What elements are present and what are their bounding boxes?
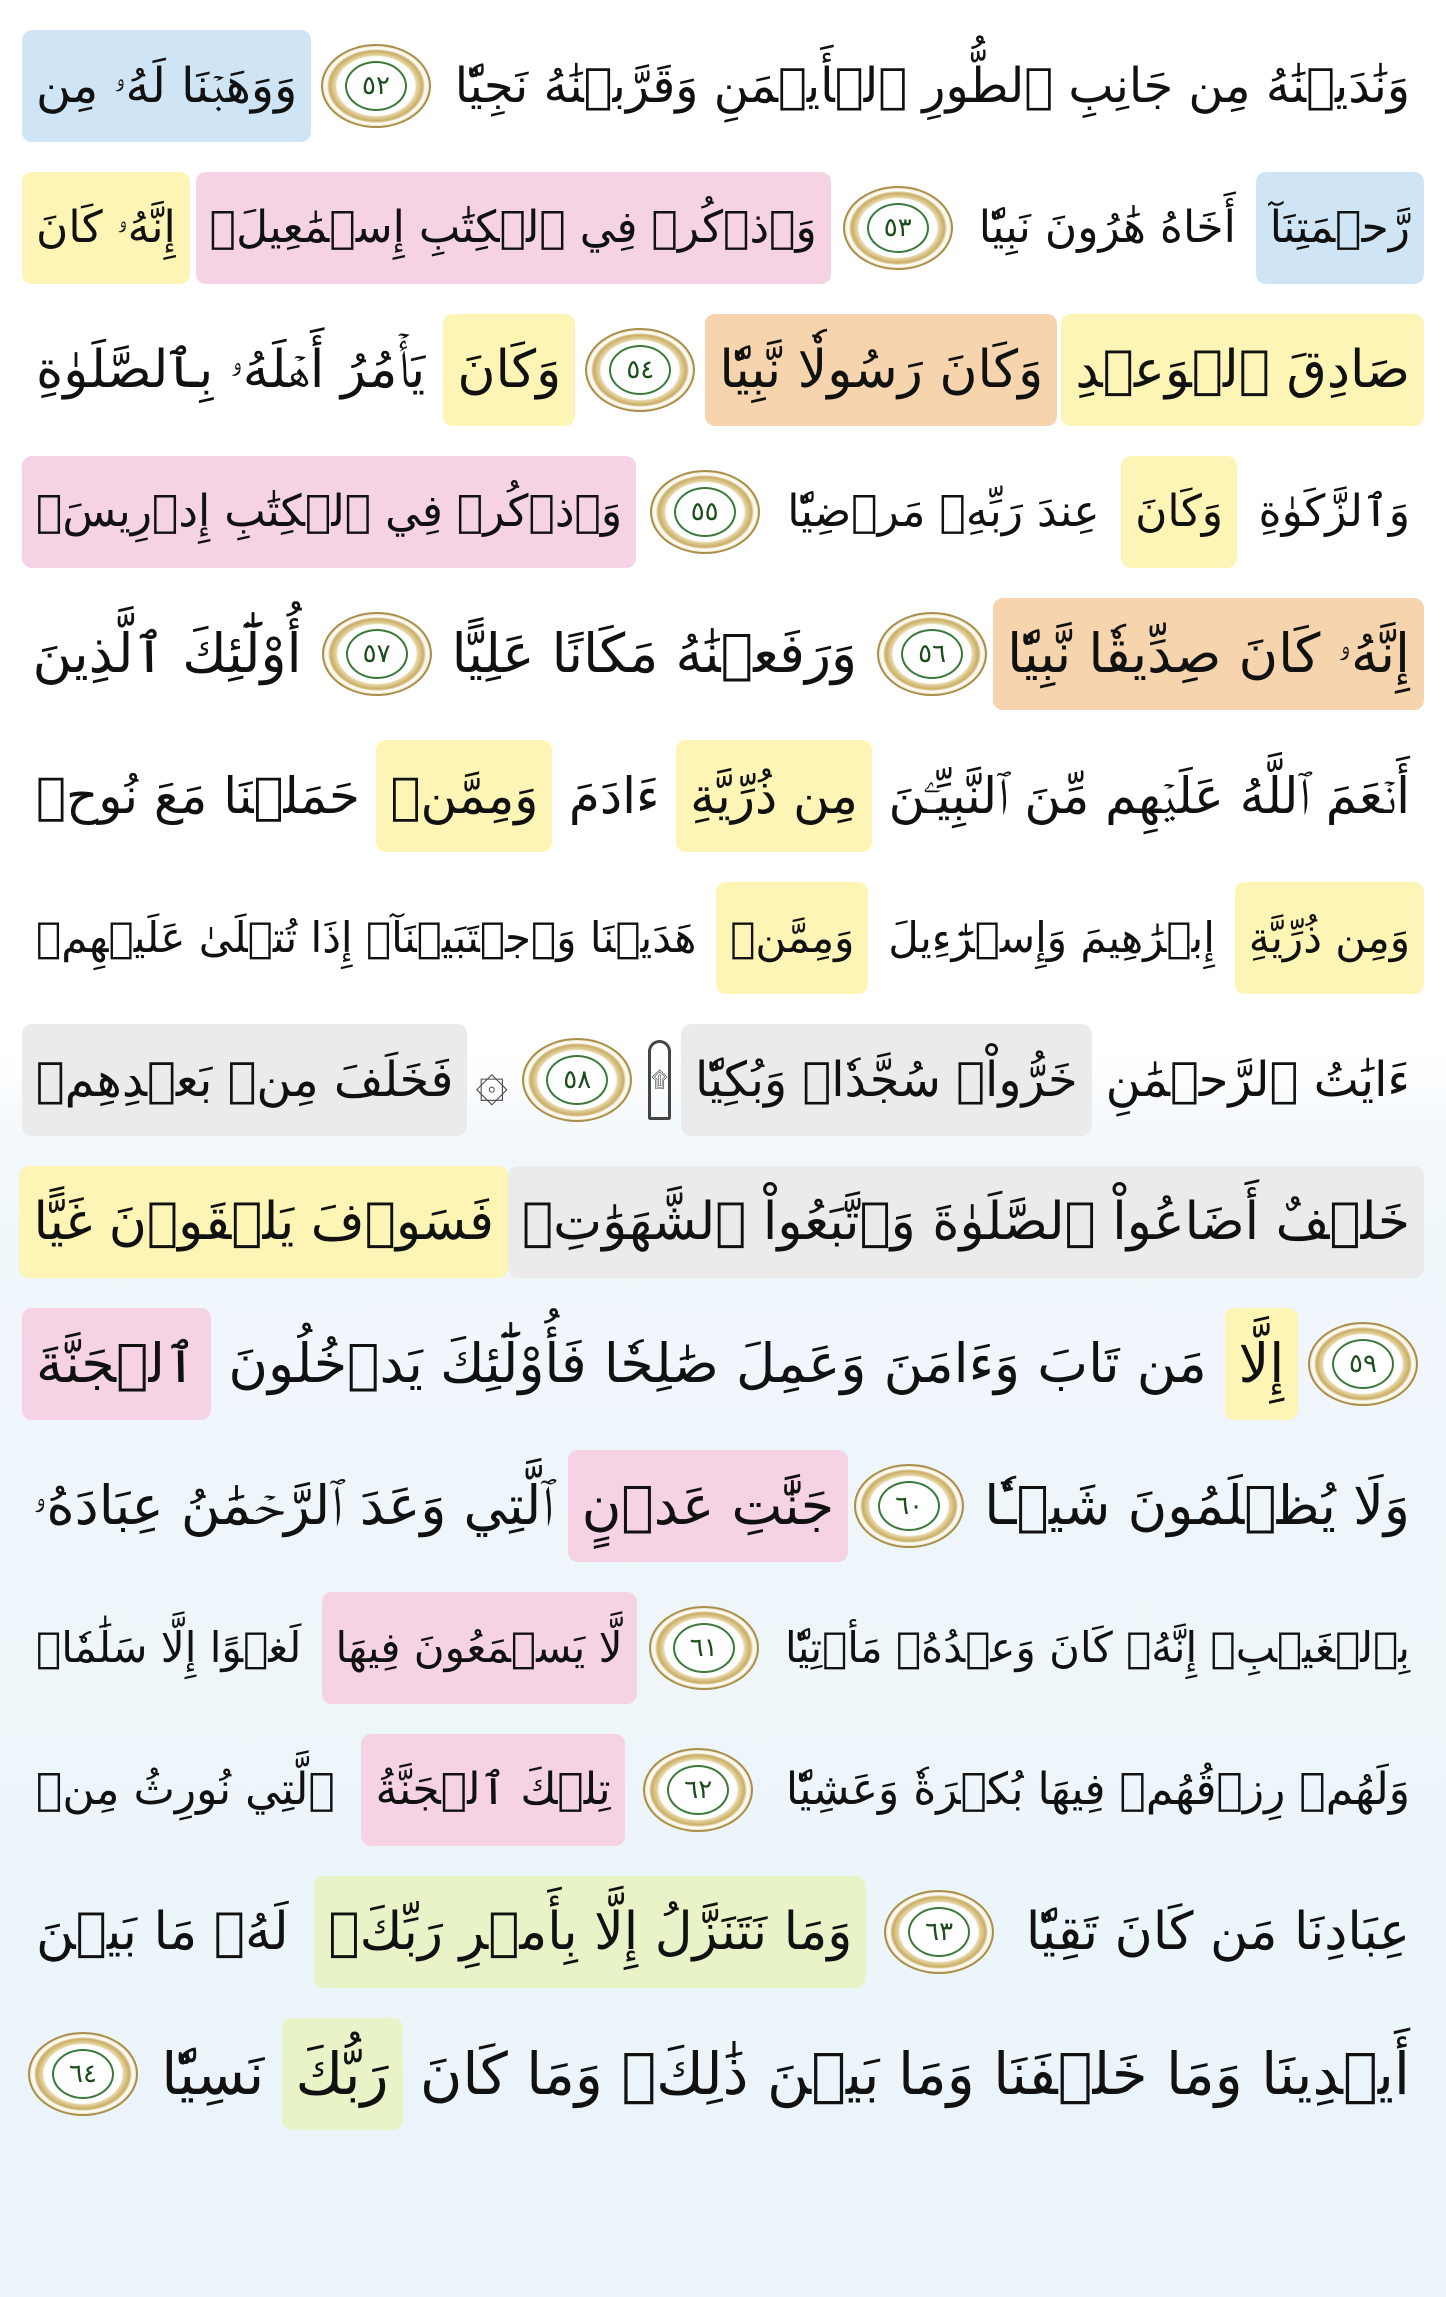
verse-text: لَغۡوًا إِلَّا سَلَٰمٗاۖ [36,1623,302,1672]
verse-text: ٱلَّتِي وَعَدَ ٱلرَّحۡمَٰنُ عِبَادَهُۥ [32,1474,554,1537]
ayah-number: ٥٤ [609,345,671,395]
ayah-number: ٥٣ [867,203,929,253]
highlighted-phrase: إِنَّهُۥ كَانَ [22,172,190,284]
highlighted-phrase: إِنَّهُۥ كَانَ صِدِّيقٗا نَّبِيّٗا [993,598,1424,710]
verse-line [16,872,1430,1004]
verse-line [16,304,1430,436]
highlighted-phrase: مِن ذُرِّيَّةِ [676,740,872,852]
verse-text: ٱلَّتِي نُورِثُ مِنۡ [36,1764,335,1815]
highlighted-phrase: خَلۡفٌ أَضَاعُواْ ٱلصَّلَوٰةَ وَٱتَّبَعُواْ ٱلشَّهَوَٰتِۖ [508,1166,1424,1278]
highlighted-phrase: وَمِمَّنۡ [716,882,868,994]
verse-text: لَهُۥ مَا بَيۡنَ [36,1902,289,1962]
verse-line [16,162,1430,294]
highlighted-phrase: ٱلۡجَنَّةَ [22,1308,211,1420]
highlighted-phrase: إِلَّا [1225,1308,1299,1420]
verse-line [16,730,1430,862]
verse-line [16,1724,1430,1856]
highlighted-phrase: وَٱذۡكُرۡ فِي ٱلۡكِتَٰبِ إِدۡرِيسَۚ [22,456,636,568]
ayah-number: ٦٣ [908,1907,970,1957]
verse-text: وَنَٰدَيۡنَٰهُ مِن جَانِبِ ٱلطُّورِ ٱلۡأَيۡمَنِ وَقَرَّبۡنَٰهُ نَجِيّٗا [454,58,1410,114]
verse-text: وَلَا يُظۡلَمُونَ شَيۡـٔٗا [984,1474,1410,1537]
ayah-number-marker[interactable] [585,328,695,412]
highlighted-phrase: وَمِن ذُرِّيَّةِ [1235,882,1424,994]
ayah-number-marker[interactable] [28,2032,138,2116]
verse-line [16,1440,1430,1572]
verse-text: حَمَلۡنَا مَعَ نُوحٖ [36,767,360,825]
highlighted-phrase: وَكَانَ رَسُولٗا نَّبِيّٗا [705,314,1057,426]
ayah-number-marker[interactable] [649,1606,759,1690]
highlighted-phrase: وَوَهَبۡنَا لَهُۥ مِن [22,30,311,142]
highlighted-phrase: رَبُّكَ [282,2018,403,2130]
ayah-number-marker[interactable] [884,1890,994,1974]
ayah-number: ٥٢ [345,61,407,111]
highlighted-phrase: وَمَا نَتَنَزَّلُ إِلَّا بِأَمۡرِ رَبِّكَۖ [314,1876,866,1988]
verse-text: عِبَادِنَا مَن كَانَ تَقِيّٗا [1025,1902,1410,1962]
ayah-number: ٥٨ [546,1055,608,1105]
ayah-number-marker[interactable] [321,44,431,128]
ayah-number: ٥٥ [674,487,736,537]
highlighted-phrase: صَادِقَ ٱلۡوَعۡدِ [1061,314,1424,426]
verse-text: أَنۡعَمَ ٱللَّهُ عَلَيۡهِم مِّنَ ٱلنَّبِيِّـۧنَ [888,767,1410,825]
verse-line [16,1156,1430,1288]
verse-text: ءَايَٰتُ ٱلرَّحۡمَٰنِ [1105,1052,1410,1108]
sajdah-mark-icon: ۩ [648,1040,671,1120]
verse-line [16,1014,1430,1146]
verse-line [16,2008,1430,2140]
ayah-number: ٦١ [673,1623,735,1673]
ayah-number-marker[interactable] [650,470,760,554]
highlighted-phrase: جَنَّٰتِ عَدۡنٍ [568,1450,849,1562]
highlighted-phrase: لَّا يَسۡمَعُونَ فِيهَا [322,1592,637,1704]
ayah-number-marker[interactable] [843,186,953,270]
verse-text: وَرَفَعۡنَٰهُ مَكَانًا عَلِيًّا [451,622,858,685]
ayah-number: ٦٤ [52,2049,114,2099]
ayah-number-marker[interactable] [643,1748,753,1832]
ayah-number-marker[interactable] [877,612,987,696]
highlighted-phrase: رَّحۡمَتِنَآ [1256,172,1424,284]
ayah-number-marker[interactable] [854,1464,964,1548]
verse-line [16,1582,1430,1714]
highlighted-phrase: فَسَوۡفَ يَلۡقَوۡنَ غَيًّا [19,1166,507,1278]
verse-text: ءَادَمَ [568,767,660,825]
ayah-number: ٦٢ [667,1765,729,1815]
verse-text: أَيۡدِينَا وَمَا خَلۡفَنَا وَمَا بَيۡنَ ذَٰلِكَۚ وَمَا كَانَ [419,2040,1410,2108]
verse-text: أُوْلَٰٓئِكَ ٱلَّذِينَ [32,622,302,685]
highlighted-phrase: وَٱذۡكُرۡ فِي ٱلۡكِتَٰبِ إِسۡمَٰعِيلَۚ [196,172,831,284]
highlighted-phrase: وَكَانَ [1121,456,1237,568]
verse-text: عِندَ رَبِّهِۦ مَرۡضِيّٗا [787,486,1100,537]
ayah-number: ٥٩ [1332,1339,1394,1389]
verse-text: يَأۡمُرُ أَهۡلَهُۥ بِٱلصَّلَوٰةِ [36,340,426,400]
highlighted-phrase: وَمِمَّنۡ [376,740,552,852]
highlighted-phrase: فَخَلَفَ مِنۢ بَعۡدِهِمۡ [22,1024,468,1136]
ayah-number-marker[interactable] [1308,1322,1418,1406]
highlighted-phrase: خَرُّواْۤ سُجَّدٗاۤ وَبُكِيّٗا [681,1024,1092,1136]
verse-text: بِٱلۡغَيۡبِۚ إِنَّهُۥ كَانَ وَعۡدُهُۥ مَأۡتِيّٗا [784,1623,1410,1672]
verse-text: وَلَهُمۡ رِزۡقُهُمۡ فِيهَا بُكۡرَةٗ وَعَشِيّٗا [785,1764,1410,1815]
verse-line [16,1866,1430,1998]
verse-text: وَٱلزَّكَوٰةِ [1258,486,1410,537]
ayah-number: ٥٧ [346,629,408,679]
verse-text: نَسِيّٗا [161,2040,265,2108]
verse-text: هَدَيۡنَا وَٱجۡتَبَيۡنَآۚ إِذَا تُتۡلَىٰ عَلَيۡهِمۡ [36,913,697,962]
ayah-number-marker[interactable] [522,1038,632,1122]
highlighted-phrase: وَكَانَ [443,314,575,426]
verse-line [16,446,1430,578]
hizb-star-icon: ۞ [475,1047,509,1113]
ayah-number: ٦٠ [878,1481,940,1531]
verse-line [16,588,1430,720]
ayah-number: ٥٦ [901,629,963,679]
verse-text: مَن تَابَ وَءَامَنَ وَعَمِلَ صَٰلِحٗا فَأُوْلَٰٓئِكَ يَدۡخُلُونَ [228,1332,1207,1395]
verse-text: أَخَاهُ هَٰرُونَ نَبِيّٗا [978,202,1236,253]
ayah-number-marker[interactable] [322,612,432,696]
verse-line [16,20,1430,152]
highlighted-phrase: تِلۡكَ ٱلۡجَنَّةُ [361,1734,624,1846]
verse-text: إِبۡرَٰهِيمَ وَإِسۡرَٰٓءِيلَ [888,913,1215,962]
verse-line [16,1298,1430,1430]
